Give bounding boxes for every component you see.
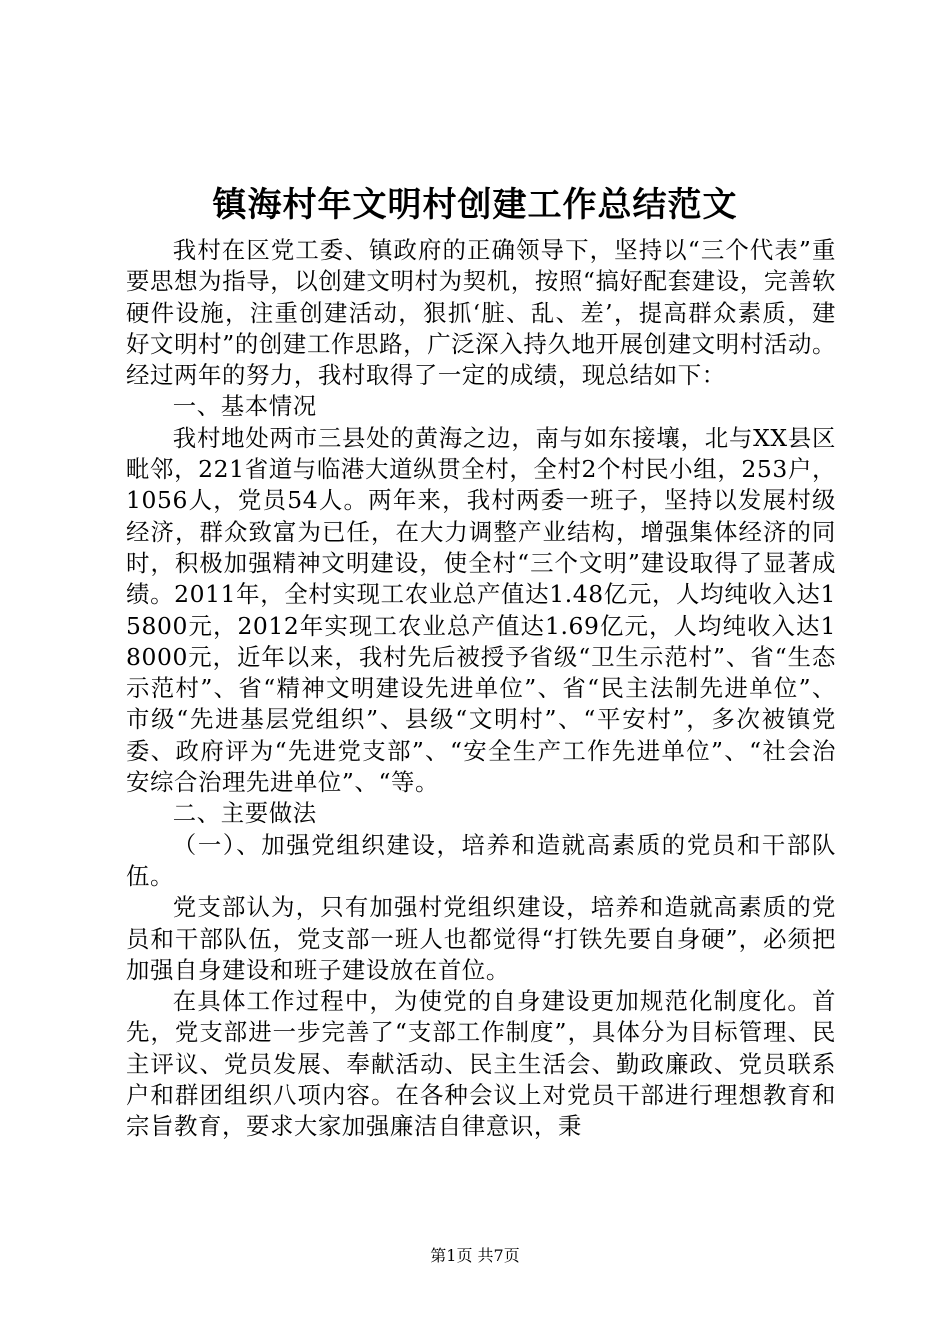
subsection-heading-party-building: （一）、加强党组织建设，培养和造就高素质的党员和干部队伍。 [126,830,836,890]
paragraph-intro: 我村在区党工委、镇政府的正确领导下，坚持以“三个代表”重要思想为指导，以创建文明村为契机，按照“搞好配套建设，完善软硬件设施，注重创建活动，狠抓‘脏、乱、差’，提高群众素质，建好文明村”的创建工作思路，广泛深入持久地开展创建文明村活动。经过两年的努力，我村取得了一定的成绩，现总结如下： [126,236,836,390]
document-title: 镇海村年文明村创建工作总结范文 [212,185,738,225]
paragraph-party-branch: 党支部认为，只有加强村党组织建设，培养和造就高素质的党员和干部队伍，党支部一班人也都觉得“打铁先要自身硬”，必须把加强自身建设和班子建设放在首位。 [126,893,836,984]
paragraph-work-process: 在具体工作过程中，为使党的自身建设更加规范化制度化。首先，党支部进一步完善了“支部工作制度”，具体分为目标管理、民主评议、党员发展、奉献活动、民主生活会、勤政廉政、党员联系户和群团组织八项内容。在各种会议上对党员干部进行理想教育和宗旨教育，要求大家加强廉洁自律意识，秉 [126,987,836,1141]
section-heading-main-practices: 二、主要做法 [172,799,317,828]
document-body [126,235,836,1143]
page-number: 第1页 共7页 [430,1246,520,1265]
paragraph-basic-situation: 我村地处两市三县处的黄海之边，南与如东接壤，北与XX县区毗邻，221省道与临港大道纵贯全村，全村2个村民小组，253户，1056人，党员54人。两年来，我村两委一班子，坚持以发展村级经济，群众致富为已任，在大力调整产业结构，增强集体经济的同时，积极加强精神文明建设，使全村“三个文明”建设取得了显著成绩。2011年，全村实现工农业总产值达1.48亿元，人均纯收入达15800元，2012年实现工农业总产值达1.69亿元，人均纯收入达18000元，近年以来，我村先后被授予省级“卫生示范村”、省“生态示范村”、省“精神文明建设先进单位”、省“民主法制先进单位”、市级“先进基层党组织”、县级“文明村”、“平安村”，多次被镇党委、政府评为“先进党支部”、“安全生产工作先进单位”、“社会治安综合治理先进单位”、“等。 [126,423,836,797]
section-heading-basic-situation: 一、基本情况 [172,392,317,421]
